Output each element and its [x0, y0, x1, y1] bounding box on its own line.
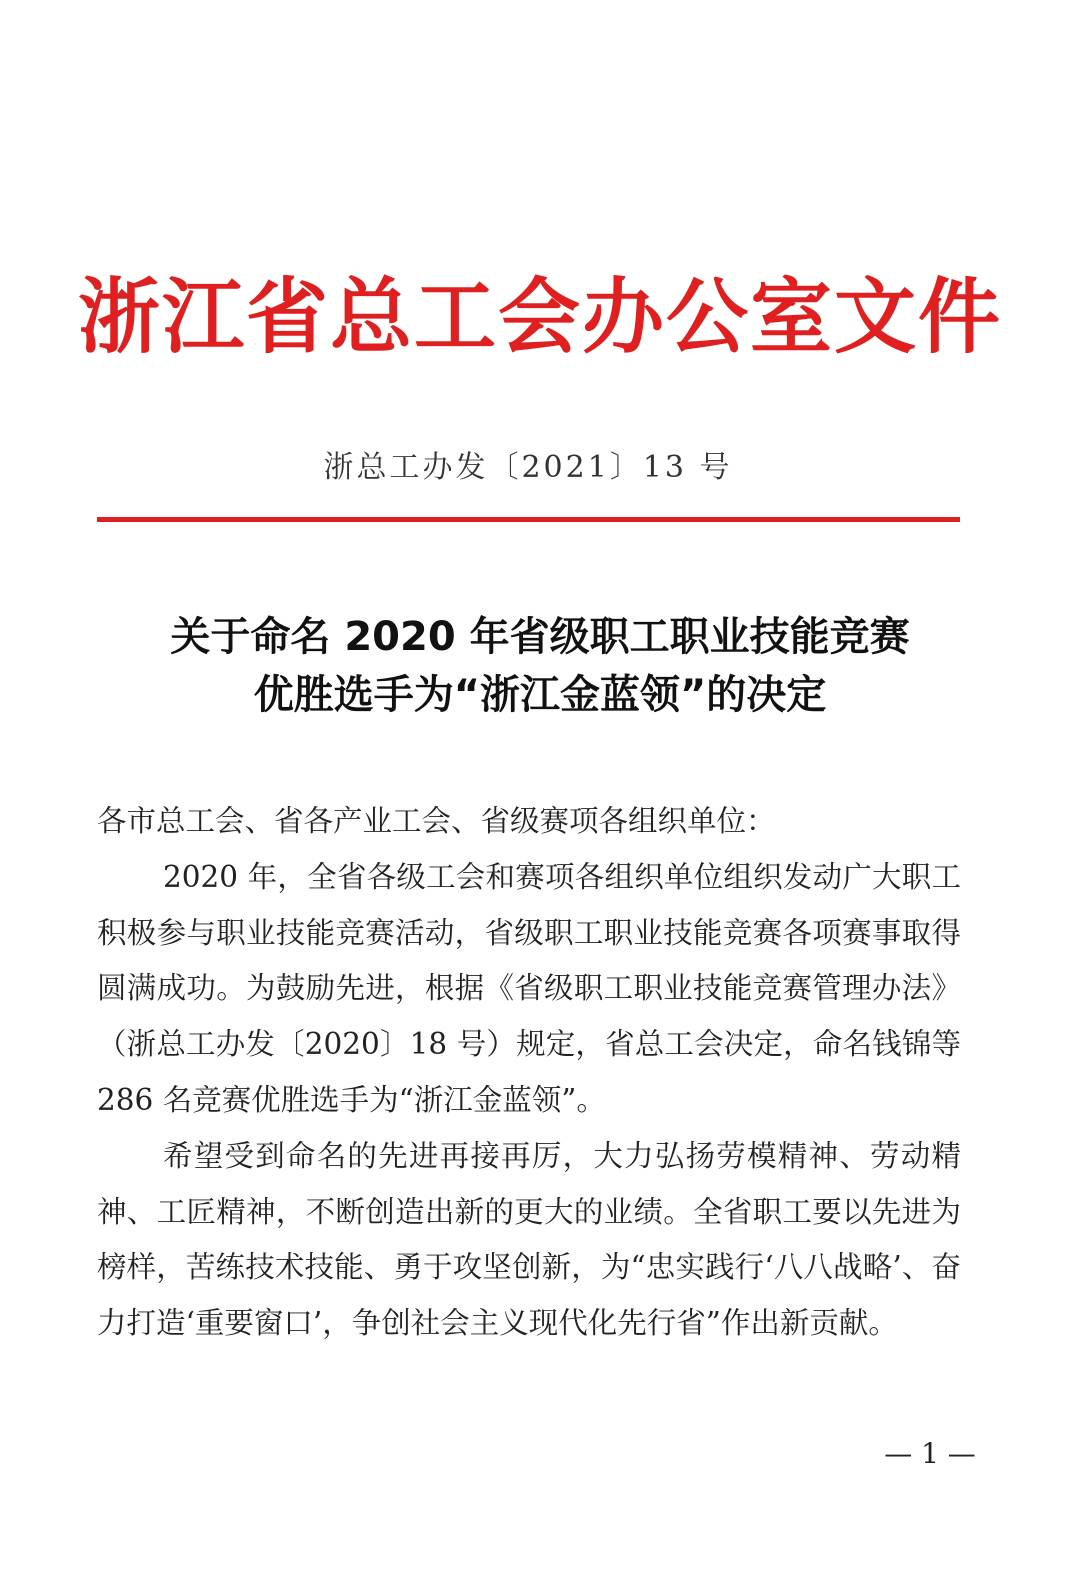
title-line-1: 关于命名 2020 年省级职工职业技能竞赛 [170, 614, 910, 660]
red-separator-rule [97, 517, 960, 522]
salutation: 各市总工会、省各产业工会、省级赛项各组织单位： [97, 804, 776, 838]
page-number: — 1 — [884, 1437, 976, 1470]
document-body [97, 794, 961, 1352]
document-number: 浙总工办发〔2021〕13 号 [323, 450, 733, 485]
body-paragraph-2: 希望受到命名的先进再接再厉，大力弘扬劳模精神、劳动精神、工匠精神，不断创造出新的更大的业绩。全省职工要以先进为榜样，苦练技术技能、勇于攻坚创新，为“忠实践行‘八八战略’、奋力打造‘重要窗口’，争创社会主义现代化先行省”作出新贡献。 [97, 1138, 961, 1341]
body-paragraph-1: 2020 年，全省各级工会和赛项各组织单位组织发动广大职工积极参与职业技能竞赛活动，省级职工职业技能竞赛各项赛事取得圆满成功。为鼓励先进，根据《省级职工职业技能竞赛管理办法》（浙总工办发〔2020〕18 号）规定，省总工会决定，命名钱锦等 286 名竞赛优胜选手为“浙江金蓝领”。 [97, 859, 961, 1117]
document-title [60, 608, 1020, 724]
issuer-masthead: 浙江省总工会办公室文件 [77, 270, 1002, 365]
title-line-2: 优胜选手为“浙江金蓝领”的决定 [253, 672, 827, 718]
